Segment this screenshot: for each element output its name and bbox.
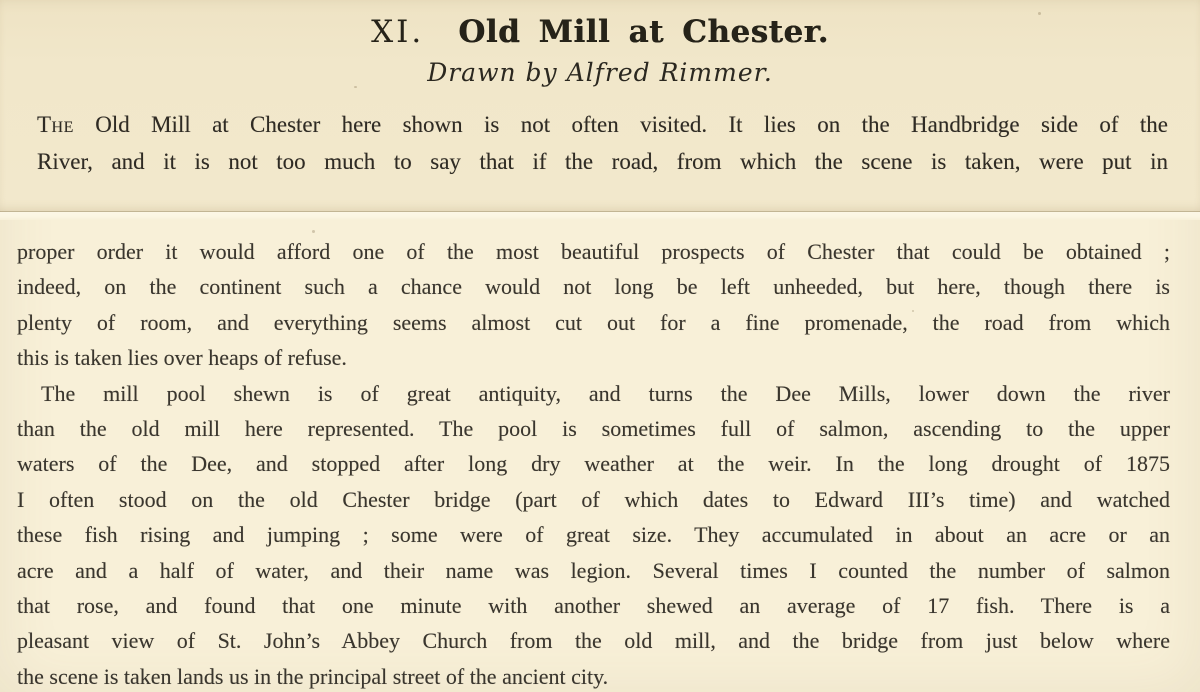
text-line: acre and a half of water, and their name was legion. Several times I counted the number of salmon [17,557,1170,583]
attribution-line: Drawn by Alfred Rimmer. [427,58,773,87]
text-line: pleasant view of St. John’s Abbey Church from the old mill, and the bridge from just below where [17,628,1170,654]
body-paragraphs [17,234,1170,692]
text-line: the scene is taken lands us in the principal street of the ancient city. [17,663,609,689]
paper-speck [354,86,357,88]
lead-word: The [37,112,74,137]
chapter-number: XI. [371,14,425,50]
page-top-section [0,0,1200,212]
paper-speck [312,230,315,233]
text-line: that rose, and found that one minute with another shewed an average of 17 fish. There is a [17,593,1170,619]
text-line: these fish rising and jumping ; some were of great size. They accumulated in about an acre or an [17,522,1170,548]
chapter-title: Old Mill at Chester. [458,14,829,50]
chapter-heading [0,10,1200,60]
text-line: waters of the Dee, and stopped after long dry weather at the weir. In the long drought of 1875 [17,451,1170,477]
text-line: this is taken lies over heaps of refuse. [17,345,347,371]
text-line: River, and it is not too much to say that if the road, from which the scene is taken, were put in [37,149,1168,174]
paper-speck [608,434,610,437]
text-line: The mill pool shewn is of great antiquity, and turns the Dee Mills, lower down the river [41,380,1170,406]
text-line-rest: Old Mill at Chester here shown is not often visited. It lies on the Handbridge side of the [95,112,1168,137]
intro-paragraph [37,106,1168,180]
text-line [37,106,1168,143]
text-line: plenty of room, and everything seems almost cut out for a fine promenade, the road from which [17,309,1170,335]
text-line: proper order it would afford one of the most beautiful prospects of Chester that could be obtained ; [17,239,1170,264]
text-line: than the old mill here represented. The pool is sometimes full of salmon, ascending to the upper [17,416,1170,442]
paper-speck [912,310,914,312]
text-line: indeed, on the continent such a chance would not long be left unheeded, but here, though there is [17,274,1170,300]
scan-seam [0,211,1200,220]
text-line: I often stood on the old Chester bridge (part of which dates to Edward III’s time) and watched [17,486,1170,512]
paper-speck [1038,12,1041,15]
